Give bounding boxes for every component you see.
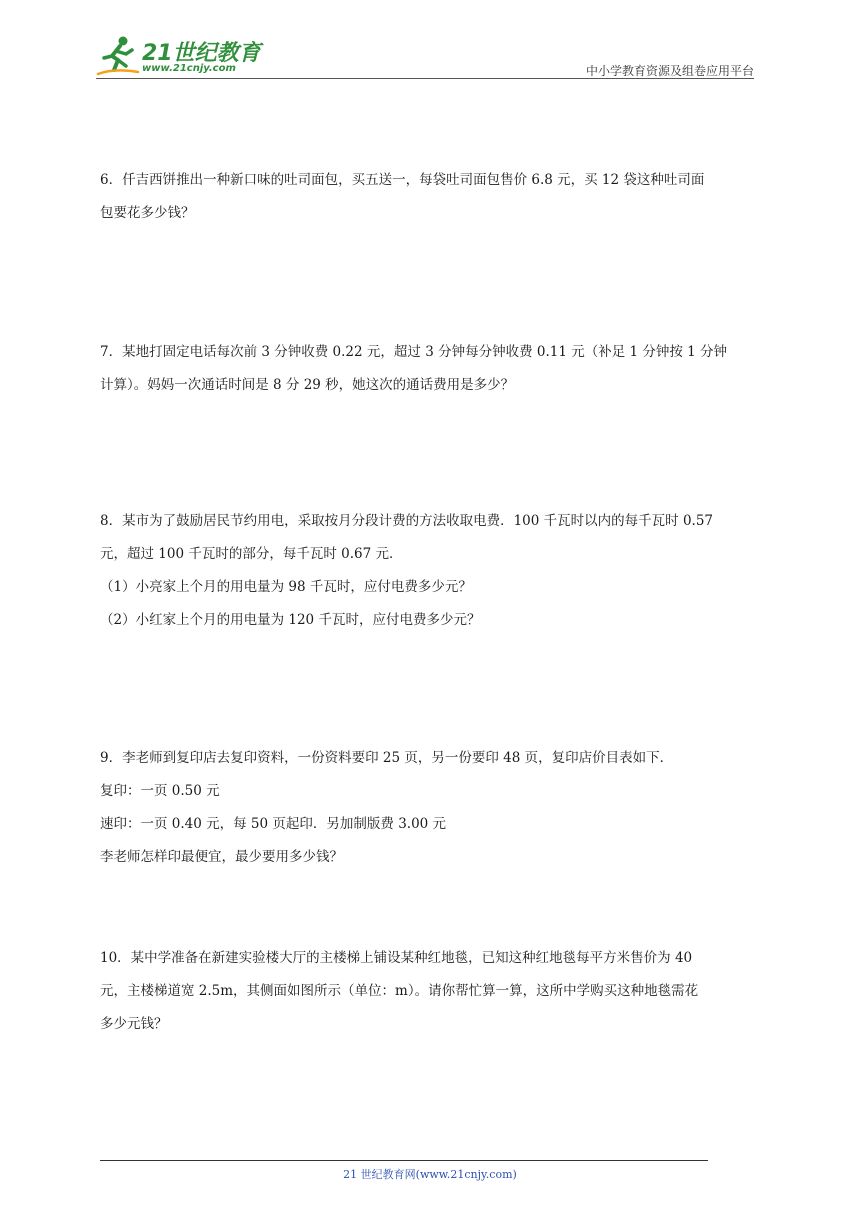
site-logo[interactable] xyxy=(96,34,276,78)
question-line: 复印：一页 0.50 元 xyxy=(100,783,220,799)
question-line: 6．仟吉西饼推出一种新口味的吐司面包，买五送一，每袋吐司面包售价 6.8 元，买 12 袋这种吐司面 xyxy=(100,172,705,188)
question-6 xyxy=(100,164,760,230)
question-line: 9．李老师到复印店去复印资料，一份资料要印 25 页，另一份要印 48 页，复印店价目表如下． xyxy=(100,750,674,766)
question-7 xyxy=(100,336,760,402)
question-8 xyxy=(100,505,760,637)
question-line: 元，主楼梯道宽 2.5m，其侧面如图所示（单位：m）。请你帮忙算一算，这所中学购买这种地毯需花 xyxy=(100,983,699,999)
question-line: 多少元钱？ xyxy=(100,1016,168,1032)
question-line: 计算）。妈妈一次通话时间是 8 分 29 秒，她这次的通话费用是多少？ xyxy=(100,377,515,393)
question-line: （2）小红家上个月的用电量为 120 千瓦时，应付电费多少元？ xyxy=(100,612,481,628)
question-line: 8．某市为了鼓励居民节约用电，采取按月分段计费的方法收取电费．100 千瓦时以内的每千瓦时 0.57 xyxy=(100,513,713,529)
page-header xyxy=(0,0,860,90)
header-divider xyxy=(96,78,754,79)
question-line: 李老师怎样印最便宜，最少要用多少钱？ xyxy=(100,849,343,865)
question-line: 速印：一页 0.40 元，每 50 页起印．另加制版费 3.00 元 xyxy=(100,816,447,832)
question-line: 包要花多少钱？ xyxy=(100,205,195,221)
question-line: 7．某地打固定电话每次前 3 分钟收费 0.22 元，超过 3 分钟每分钟收费 0.11 元（补足 1 分钟按 1 分钟 xyxy=(100,344,728,360)
logo-url: www.21cnjy.com xyxy=(142,63,236,74)
question-line: 元，超过 100 千瓦时的部分，每千瓦时 0.67 元． xyxy=(100,546,403,562)
footer-divider xyxy=(100,1160,708,1161)
question-9 xyxy=(100,742,760,874)
question-10 xyxy=(100,942,760,1041)
question-line: 10．某中学准备在新建实验楼大厅的主楼梯上铺设某种红地毯，已知这种红地毯每平方米售价为 40 xyxy=(100,950,693,966)
question-line: （1）小亮家上个月的用电量为 98 千瓦时，应付电费多少元？ xyxy=(100,579,472,595)
runner-logo-icon xyxy=(96,34,140,78)
header-tagline: 中小学教育资源及组卷应用平台 xyxy=(585,64,754,78)
logo-title: 21世纪教育 xyxy=(142,41,261,66)
footer-link[interactable]: 21 世纪教育网(www.21cnjy.com) xyxy=(343,1168,517,1181)
